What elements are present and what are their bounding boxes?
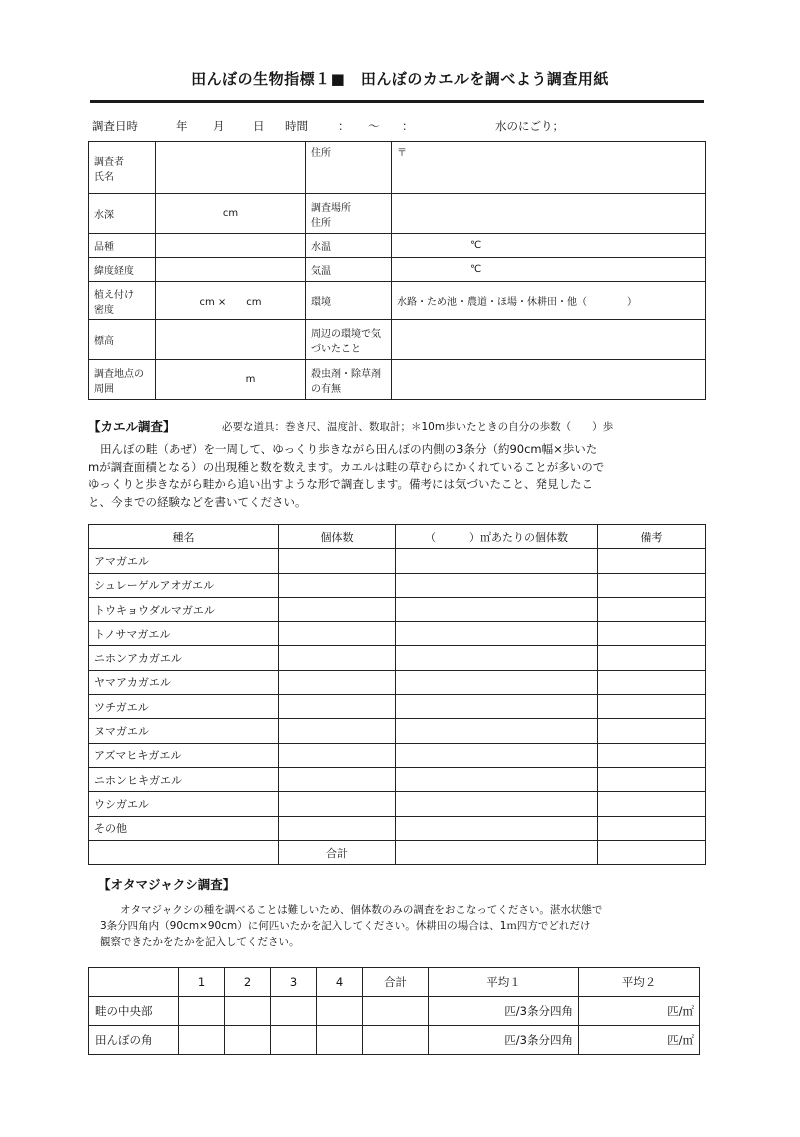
count1-cell[interactable] (179, 1026, 225, 1055)
count-cell[interactable] (279, 719, 396, 743)
count-cell[interactable] (279, 767, 396, 791)
time-colon-end: ： (402, 119, 414, 133)
count3-cell[interactable] (271, 1026, 317, 1055)
address-field[interactable] (392, 142, 706, 194)
count3-header: 3 (271, 968, 317, 997)
table-row (89, 573, 706, 597)
average2-cell[interactable] (579, 997, 700, 1026)
count-cell[interactable] (279, 743, 396, 767)
species-name: トウキョウダルマガエル (89, 597, 279, 621)
water-turbidity-label: 水のにごり； (495, 119, 564, 133)
species-column-header: 種名 (89, 525, 279, 549)
total-spacer (89, 840, 279, 864)
table-row (89, 670, 706, 694)
notes-cell[interactable] (598, 549, 706, 573)
perimeter-field[interactable] (156, 360, 306, 400)
depth-label: 水深 (89, 194, 156, 234)
ridge-center-label: 畦の中央部 (89, 997, 179, 1026)
average2-unit: 匹/㎡ (667, 1004, 694, 1018)
water-temp-field[interactable] (392, 234, 706, 258)
table-row (89, 719, 706, 743)
count-cell[interactable] (279, 573, 396, 597)
count4-cell[interactable] (317, 997, 363, 1026)
site-info-table (88, 141, 706, 400)
per-area-cell[interactable] (396, 573, 598, 597)
frog-table-header (89, 525, 706, 549)
per-area-cell[interactable] (396, 719, 598, 743)
air-temp-label: 気温 (306, 258, 392, 282)
table-row (89, 767, 706, 791)
notes-cell[interactable] (598, 743, 706, 767)
year-label: 年 (176, 119, 188, 133)
altitude-field[interactable] (156, 320, 306, 360)
address-label: 住所 (306, 142, 392, 194)
average2-cell[interactable] (579, 1026, 700, 1055)
notes-cell[interactable] (598, 573, 706, 597)
environment-options: 水路・ため池・農道・ほ場・休耕田・他（ ） (397, 297, 637, 308)
depth-unit: cm (222, 208, 239, 219)
species-name: その他 (89, 816, 279, 840)
count-column-header: 個体数 (279, 525, 396, 549)
count-cell[interactable] (279, 549, 396, 573)
survey-place-field[interactable] (392, 194, 706, 234)
notes-cell[interactable] (598, 597, 706, 621)
notes-cell[interactable] (598, 792, 706, 816)
count2-header: 2 (225, 968, 271, 997)
count1-header: 1 (179, 968, 225, 997)
species-name: シュレーゲルアオガエル (89, 573, 279, 597)
notes-cell[interactable] (598, 646, 706, 670)
water-temp-unit: ℃ (470, 240, 482, 251)
table-row (89, 695, 706, 719)
table-row (89, 997, 700, 1026)
count-cell[interactable] (279, 597, 396, 621)
count3-cell[interactable] (271, 997, 317, 1026)
total-row (89, 840, 706, 864)
frog-count-table (88, 524, 706, 865)
time-tilde: ～ (368, 119, 380, 133)
water-temp-label: 水温 (306, 234, 392, 258)
count4-header: 4 (317, 968, 363, 997)
species-name: アマガエル (89, 549, 279, 573)
notes-cell[interactable] (598, 767, 706, 791)
table-row (89, 743, 706, 767)
species-name: アズマヒキガエル (89, 743, 279, 767)
total-notes-cell[interactable] (598, 840, 706, 864)
tadpole-table-header (89, 968, 700, 997)
pesticide-field[interactable] (392, 360, 706, 400)
table-row (89, 792, 706, 816)
row-label-header (89, 968, 179, 997)
count-cell[interactable] (279, 646, 396, 670)
depth-field[interactable] (156, 194, 306, 234)
variety-label: 品種 (89, 234, 156, 258)
table-row (89, 816, 706, 840)
survey-date-label: 調査日時 (92, 119, 138, 133)
table-row (89, 597, 706, 621)
count-cell[interactable] (279, 670, 396, 694)
total-cell[interactable] (363, 1026, 429, 1055)
surroundings-field[interactable] (392, 320, 706, 360)
frog-instructions: 田んぼの畦（あぜ）を一周して、ゆっくり歩きながら田んぼの内側の3条分（約90cm幅×歩いた mが調査面積となる）の出現種と数を数えます。カエルは畦の草むらにかくれていることが多いので ゆっくりと歩きながら畦から追い出すような形で調査します。備考には気づいたこと、発見したこ と、今までの経験などを書いてください。 (88, 442, 605, 509)
count2-cell[interactable] (225, 997, 271, 1026)
count-cell[interactable] (279, 695, 396, 719)
notes-cell[interactable] (598, 719, 706, 743)
per-area-cell[interactable] (396, 646, 598, 670)
surveyor-label: 調査者 氏名 (89, 142, 156, 194)
environment-field[interactable] (392, 282, 706, 320)
count-cell[interactable] (279, 792, 396, 816)
per-area-cell[interactable] (396, 792, 598, 816)
field-corner-label: 田んぼの角 (89, 1026, 179, 1055)
per-area-cell[interactable] (396, 695, 598, 719)
per-area-cell[interactable] (396, 670, 598, 694)
average1-unit: 匹/3条分四角 (504, 1033, 573, 1047)
variety-field[interactable] (156, 234, 306, 258)
per-area-column-header: （ ）㎡あたりの個体数 (396, 525, 598, 549)
surroundings-label: 周辺の環境で気 づいたこと (306, 320, 392, 360)
total-label: 合計 (279, 840, 396, 864)
per-area-cell[interactable] (396, 597, 598, 621)
notes-cell[interactable] (598, 695, 706, 719)
table-row (89, 1026, 700, 1055)
survey-place-label: 調査場所 住所 (306, 194, 392, 234)
page-title: 田んぼの生物指標１■ 田んぼのカエルを調べよう調査用紙 (191, 70, 609, 88)
species-name: ヌマガエル (89, 719, 279, 743)
average1-header: 平均１ (429, 968, 579, 997)
average1-cell[interactable] (429, 1026, 579, 1055)
latlong-field[interactable] (156, 258, 306, 282)
table-row (89, 622, 706, 646)
air-temp-unit: ℃ (470, 264, 482, 275)
count1-cell[interactable] (179, 997, 225, 1026)
species-name: トノサマガエル (89, 622, 279, 646)
altitude-label: 標高 (89, 320, 156, 360)
time-label: 時間 (285, 119, 308, 133)
postal-mark: 〒 (397, 148, 407, 159)
tadpole-section-heading: 【オタマジャクシ調査】 (98, 877, 236, 892)
perimeter-unit: m (245, 374, 256, 385)
average1-unit: 匹/3条分四角 (504, 1004, 573, 1018)
total-cell[interactable] (363, 997, 429, 1026)
notes-cell[interactable] (598, 670, 706, 694)
surveyor-field[interactable] (156, 142, 306, 194)
table-row (89, 646, 706, 670)
frog-tools-note: 必要な道具：巻き尺、温度計、数取計；＊10m歩いたときの自分の歩数（ ）歩 (222, 421, 614, 433)
average1-cell[interactable] (429, 997, 579, 1026)
table-row (89, 549, 706, 573)
species-name: ツチガエル (89, 695, 279, 719)
latlong-label: 緯度経度 (89, 258, 156, 282)
month-label: 月 (213, 119, 225, 133)
planting-density-label: 植え付け 密度 (89, 282, 156, 320)
time-colon-start: ： (338, 119, 350, 133)
count4-cell[interactable] (317, 1026, 363, 1055)
per-area-cell[interactable] (396, 622, 598, 646)
notes-cell[interactable] (598, 816, 706, 840)
per-area-cell[interactable] (396, 767, 598, 791)
total-header: 合計 (363, 968, 429, 997)
perimeter-label: 調査地点の 周囲 (89, 360, 156, 400)
tadpole-count-table (88, 967, 700, 1055)
day-label: 日 (253, 119, 265, 133)
count-cell[interactable] (279, 816, 396, 840)
notes-column-header: 備考 (598, 525, 706, 549)
notes-cell[interactable] (598, 622, 706, 646)
density-unit: cm × cm (199, 297, 262, 308)
environment-label: 環境 (306, 282, 392, 320)
count2-cell[interactable] (225, 1026, 271, 1055)
species-name: ウシガエル (89, 792, 279, 816)
pesticide-label: 殺虫剤・除草剤 の有無 (306, 360, 392, 400)
per-area-cell[interactable] (396, 816, 598, 840)
species-name: ヤマアカガエル (89, 670, 279, 694)
per-area-cell[interactable] (396, 549, 598, 573)
planting-density-field[interactable] (156, 282, 306, 320)
tadpole-instructions: オタマジャクシの種を調べることは難しいため、個体数のみの調査をおこなってください。湛水状態で 3条分四角内（90cm×90cm）に何匹いたかを記入してください。休耕田の場合は、1ｍ四方でどれだけ 観察できたかをたかを記入してください。 (100, 904, 603, 948)
per-area-cell[interactable] (396, 743, 598, 767)
average2-unit: 匹/㎡ (667, 1033, 694, 1047)
air-temp-field[interactable] (392, 258, 706, 282)
average2-header: 平均２ (579, 968, 700, 997)
count-cell[interactable] (279, 622, 396, 646)
frog-section-heading: 【カエル調査】 (88, 419, 176, 434)
species-name: ニホンアカガエル (89, 646, 279, 670)
total-per-area-cell[interactable] (396, 840, 598, 864)
species-name: ニホンヒキガエル (89, 767, 279, 791)
title-divider (90, 100, 704, 103)
